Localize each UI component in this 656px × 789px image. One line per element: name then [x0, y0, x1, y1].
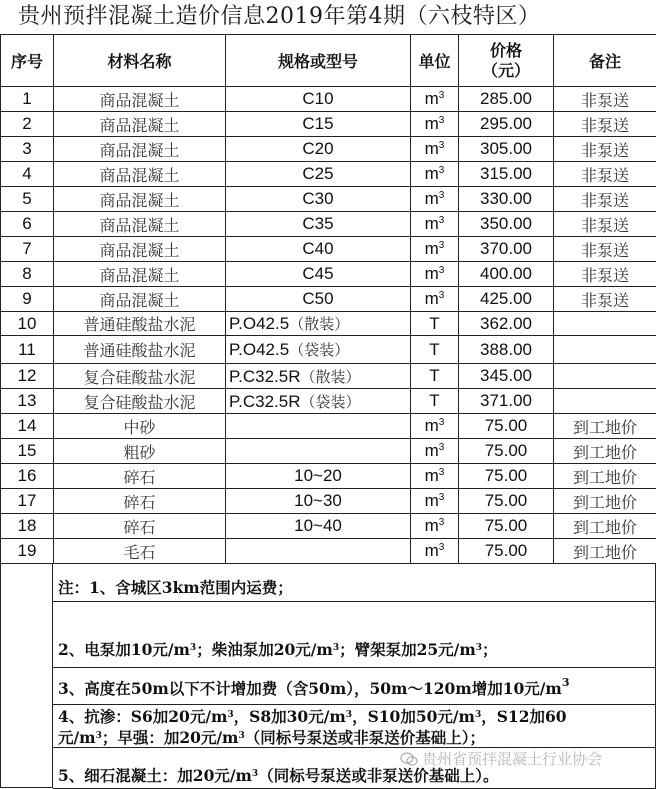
unit-base: m: [424, 491, 439, 510]
cell-spec: [226, 539, 411, 564]
note-2: [53, 602, 656, 668]
unit-exponent: 3: [438, 115, 445, 126]
cell-unit: [411, 464, 459, 489]
cell-price: 371.00: [459, 389, 554, 414]
unit-base: m: [424, 541, 439, 560]
cell-remark: 非泵送: [554, 87, 656, 112]
cell-name: 复合硅酸盐水泥: [54, 389, 226, 414]
unit-base: T: [429, 391, 440, 410]
unit-base: m: [424, 139, 439, 158]
cell-name: 普通硅酸盐水泥: [54, 312, 226, 336]
table-row: [1, 336, 656, 364]
note-5-text: 5、细石混凝土：加20元/m: [58, 766, 252, 785]
unit-exponent: 3: [438, 165, 445, 176]
cell-spec: [226, 414, 411, 439]
cell-remark: 到工地价: [554, 514, 656, 539]
notes-left-cell: [0, 563, 53, 788]
cell-name: 商品混凝土: [54, 137, 226, 162]
cell-name: 商品混凝土: [54, 287, 226, 312]
document-title: 贵州预拌混凝土造价信息2019年第4期（六枝特区）: [18, 4, 541, 29]
header-remark: 备注: [554, 35, 656, 87]
cell-name: 普通硅酸盐水泥: [54, 336, 226, 364]
spec-code: C40: [302, 239, 334, 258]
cell-price: 425.00: [459, 287, 554, 312]
unit-base: m: [424, 114, 439, 133]
cell-unit: [411, 336, 459, 364]
cell-spec: [226, 364, 411, 389]
header-price-label: 价格: [489, 40, 522, 60]
cell-remark: 非泵送: [554, 287, 656, 312]
unit-base: T: [429, 366, 440, 385]
header-price-unit: （元）: [481, 60, 530, 80]
table-row: [1, 464, 656, 489]
unit-base: m: [424, 164, 439, 183]
cell-index: 12: [1, 364, 54, 389]
price-table: [0, 34, 656, 564]
cell-unit: [411, 262, 459, 287]
unit-exponent: 3: [438, 290, 445, 301]
unit-base: m: [424, 416, 439, 435]
cell-unit: [411, 137, 459, 162]
note-4: [53, 705, 656, 748]
unit-exponent: 3: [438, 442, 445, 453]
note-5-sup: 3: [251, 769, 259, 779]
cell-index: 3: [1, 137, 54, 162]
table-row: [1, 212, 656, 237]
cell-name: 中砂: [54, 414, 226, 439]
cell-name: 毛石: [54, 539, 226, 564]
cell-name: 商品混凝土: [54, 187, 226, 212]
unit-exponent: 3: [438, 90, 445, 101]
cell-price: 362.00: [459, 312, 554, 336]
cell-price: 75.00: [459, 539, 554, 564]
cell-remark: 到工地价: [554, 439, 656, 464]
cell-index: 2: [1, 112, 54, 137]
cell-name: 商品混凝土: [54, 212, 226, 237]
table-row: [1, 389, 656, 414]
cell-index: 4: [1, 162, 54, 187]
note-3-sup: 3: [561, 676, 570, 689]
cell-spec: [226, 162, 411, 187]
cell-name: 商品混凝土: [54, 87, 226, 112]
header-spec: 规格或型号: [226, 35, 411, 87]
cell-unit: [411, 389, 459, 414]
cell-spec: [226, 514, 411, 539]
cell-index: 5: [1, 187, 54, 212]
unit-exponent: 3: [438, 190, 445, 201]
spec-packaging: （袋装）: [289, 341, 350, 359]
table-row: [1, 237, 656, 262]
cell-price: 285.00: [459, 87, 554, 112]
cell-index: 8: [1, 262, 54, 287]
spec-code: C30: [302, 189, 334, 208]
unit-exponent: 3: [438, 542, 445, 553]
watermark-text: 贵州省预拌混凝土行业协会: [422, 750, 603, 768]
spec-code: P.O42.5: [229, 340, 290, 359]
cell-spec: [226, 312, 411, 336]
spec-code: C20: [302, 139, 334, 158]
cell-remark: 非泵送: [554, 262, 656, 287]
cell-price: 75.00: [459, 489, 554, 514]
header-name: 材料名称: [54, 35, 226, 87]
note-4-line-1: [58, 706, 655, 727]
cell-index: 13: [1, 389, 54, 414]
cell-index: 7: [1, 237, 54, 262]
note-4-sup: 3: [227, 710, 234, 720]
spec-packaging: （散装）: [300, 367, 361, 386]
unit-base: T: [429, 339, 440, 359]
cell-price: 388.00: [459, 336, 554, 364]
cell-spec: [226, 87, 411, 112]
unit-base: T: [429, 313, 440, 333]
cell-spec: [226, 439, 411, 464]
cell-index: 11: [1, 336, 54, 364]
cell-remark: 到工地价: [554, 464, 656, 489]
table-header-row: [1, 35, 656, 87]
spec-code: 10~20: [294, 466, 342, 485]
cell-spec: [226, 287, 411, 312]
watermark: [400, 748, 602, 769]
cell-spec: [226, 464, 411, 489]
cell-unit: [411, 187, 459, 212]
cell-price: 330.00: [459, 187, 554, 212]
cell-spec: [226, 212, 411, 237]
unit-exponent: 3: [438, 240, 445, 251]
cell-spec: [226, 237, 411, 262]
spec-code: C15: [302, 114, 334, 133]
note-2-text: ；: [482, 640, 498, 659]
unit-base: m: [424, 441, 439, 460]
note-2-sup: 3: [332, 643, 340, 653]
unit-base: m: [424, 239, 439, 258]
cell-index: 16: [1, 464, 54, 489]
cell-unit: [411, 414, 459, 439]
note-2-sup: 3: [189, 643, 197, 653]
cell-index: 17: [1, 489, 54, 514]
spec-code: C10: [302, 89, 334, 108]
note-4-sup: 3: [474, 710, 482, 720]
unit-base: m: [424, 264, 439, 283]
cell-index: 1: [1, 87, 54, 112]
cell-unit: [411, 312, 459, 336]
cell-unit: [411, 364, 459, 389]
cell-spec: [226, 187, 411, 212]
cell-name: 商品混凝土: [54, 262, 226, 287]
cell-remark: 到工地价: [554, 539, 656, 564]
cell-price: 75.00: [459, 414, 554, 439]
cell-remark: [554, 389, 656, 414]
unit-exponent: 3: [438, 140, 445, 151]
cell-unit: [411, 212, 459, 237]
note-1: [53, 563, 656, 602]
cell-price: 370.00: [459, 237, 554, 262]
table-row: [1, 489, 656, 514]
spec-code: P.C32.5R: [229, 391, 301, 411]
table-row: [1, 364, 656, 389]
cell-spec: [226, 112, 411, 137]
note-3-text: 3、高度在50m以下不计增加费（含50m），50m～120m增加10元/m: [58, 679, 562, 698]
cell-price: 400.00: [459, 262, 554, 287]
cell-unit: [411, 539, 459, 564]
spec-code: C45: [302, 264, 334, 283]
note-2-sup: 3: [475, 643, 482, 653]
spec-packaging: （散装）: [289, 315, 350, 333]
cell-unit: [411, 162, 459, 187]
note-4-sup: 3: [345, 710, 353, 720]
note-4-text: （同标号泵送或非泵送价基础上）；: [244, 728, 485, 747]
cell-unit: [411, 87, 459, 112]
table-row: [1, 514, 656, 539]
cell-remark: 非泵送: [554, 237, 656, 262]
cell-spec: [226, 336, 411, 364]
unit-exponent: 3: [438, 215, 445, 226]
cell-price: 295.00: [459, 112, 554, 137]
table-row: [1, 312, 656, 336]
cell-name: 粗砂: [54, 439, 226, 464]
cell-remark: 非泵送: [554, 162, 656, 187]
table-row: [1, 414, 656, 439]
cell-name: 商品混凝土: [54, 162, 226, 187]
cell-unit: [411, 112, 459, 137]
cell-index: 15: [1, 439, 54, 464]
note-4-text: ；早强：加20元/m: [101, 728, 239, 747]
note-4-line-2: [58, 727, 655, 748]
unit-base: m: [424, 189, 439, 208]
wechat-icon: [400, 752, 418, 766]
spec-packaging: （袋装）: [300, 392, 361, 411]
cell-unit: [411, 237, 459, 262]
cell-remark: 非泵送: [554, 187, 656, 212]
cell-unit: [411, 489, 459, 514]
cell-remark: [554, 336, 656, 364]
cell-price: 75.00: [459, 439, 554, 464]
table-row: [1, 187, 656, 212]
spec-code: C35: [302, 214, 334, 233]
cell-name: 商品混凝土: [54, 237, 226, 262]
cell-index: 6: [1, 212, 54, 237]
table-row: [1, 162, 656, 187]
note-2-text: 2、电泵加10元/m: [58, 640, 190, 659]
note-3: [53, 668, 656, 705]
cell-price: 350.00: [459, 212, 554, 237]
header-unit: 单位: [411, 35, 459, 87]
cell-spec: [226, 489, 411, 514]
cell-index: 19: [1, 539, 54, 564]
cell-spec: [226, 389, 411, 414]
unit-exponent: 3: [438, 417, 445, 428]
cell-price: 345.00: [459, 364, 554, 389]
unit-exponent: 3: [438, 517, 445, 528]
unit-base: m: [424, 516, 439, 535]
spec-code: C25: [302, 164, 334, 183]
spec-code: 10~30: [294, 491, 342, 510]
cell-spec: [226, 262, 411, 287]
unit-base: m: [424, 289, 439, 308]
unit-exponent: 3: [438, 492, 445, 503]
table-row: [1, 137, 656, 162]
cell-index: 14: [1, 414, 54, 439]
cell-price: 305.00: [459, 137, 554, 162]
cell-remark: 到工地价: [554, 414, 656, 439]
cell-remark: 到工地价: [554, 489, 656, 514]
cell-remark: 非泵送: [554, 112, 656, 137]
table-row: [1, 87, 656, 112]
note-4-text: ，S8加30元/m: [233, 707, 346, 726]
table-row: [1, 112, 656, 137]
cell-unit: [411, 514, 459, 539]
unit-base: m: [424, 214, 439, 233]
note-2-text: ；柴油泵加20元/m: [196, 640, 333, 659]
unit-base: m: [424, 89, 439, 108]
header-price: [459, 35, 554, 87]
note-4-sup: 3: [95, 731, 102, 741]
note-5-text: （同标号泵送或非泵送价基础上）。: [258, 766, 499, 785]
cell-unit: [411, 287, 459, 312]
spec-code: C50: [302, 289, 334, 308]
note-4-sup: 3: [238, 731, 245, 741]
spec-code: 10~40: [294, 516, 342, 535]
cell-remark: 非泵送: [554, 212, 656, 237]
cell-index: 10: [1, 312, 54, 336]
header-index: 序号: [1, 35, 54, 87]
cell-name: 碎石: [54, 514, 226, 539]
cell-name: 碎石: [54, 489, 226, 514]
cell-price: 315.00: [459, 162, 554, 187]
note-4-text: ，S10加50元/m: [352, 707, 475, 726]
cell-remark: 非泵送: [554, 137, 656, 162]
cell-name: 碎石: [54, 464, 226, 489]
cell-index: 9: [1, 287, 54, 312]
unit-base: m: [424, 466, 439, 485]
cell-remark: [554, 364, 656, 389]
cell-name: 复合硅酸盐水泥: [54, 364, 226, 389]
note-4-text: 元/m: [58, 728, 96, 747]
cell-index: 18: [1, 514, 54, 539]
table-row: [1, 287, 656, 312]
cell-unit: [411, 439, 459, 464]
cell-spec: [226, 137, 411, 162]
note-1-text: 注：1、含城区3km范围内运费；: [58, 578, 293, 597]
cell-price: 75.00: [459, 514, 554, 539]
note-4-text: ，S12加60: [481, 707, 567, 726]
note-2-text: ；臂架泵加25元/m: [339, 640, 476, 659]
cell-remark: [554, 312, 656, 336]
table-row: [1, 439, 656, 464]
cell-price: 75.00: [459, 464, 554, 489]
table-row: [1, 262, 656, 287]
spec-code: P.C32.5R: [229, 366, 301, 386]
note-4-text: 4、抗渗：S6加20元/m: [58, 707, 228, 726]
cell-name: 商品混凝土: [54, 112, 226, 137]
unit-exponent: 3: [438, 467, 445, 478]
unit-exponent: 3: [438, 265, 445, 276]
spec-code: P.O42.5: [229, 314, 290, 333]
table-row: [1, 539, 656, 564]
